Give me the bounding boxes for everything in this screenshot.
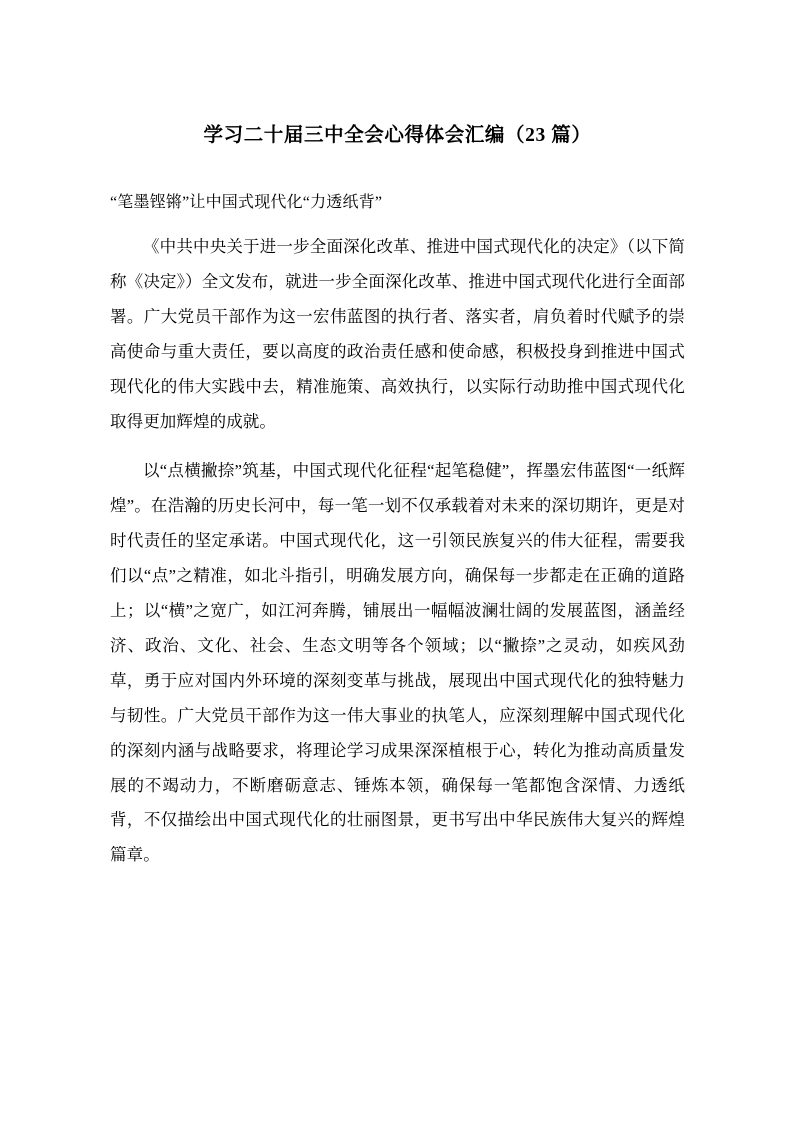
document-subtitle: “笔墨铿锵”让中国式现代化“力透纸背” xyxy=(110,194,383,212)
body-paragraph-2: 以“点横撇捺”筑基，中国式现代化征程“起笔稳健”，挥墨宏伟蓝图“一纸辉煌”。在浩瀚的历史长河中，每一笔一划不仅承载着对未来的深切期许，更是对时代责任的坚定承诺。中国式现代化，这一引领民族复兴的伟大征程，需要我们以“点”之精准，如北斗指引，明确发展方向，确保每一步都走在正确的道路上；以“横”之宽广，如江河奔腾，铺展出一幅幅波澜壮阔的发展蓝图，涵盖经济、政治、文化、社会、生态文明等各个领域；以“撇捺”之灵动，如疾风劲草，勇于应对国内外环境的深刻变革与挑战，展现出中国式现代化的独特魅力与韧性。广大党员干部作为这一伟大事业的执笔人，应深刻理解中国式现代化的深刻内涵与战略要求，将理论学习成果深深植根于心，转化为推动高质量发展的不竭动力，不断磨砺意志、锤炼本领，确保每一笔都饱含深情、力透纸背，不仅描绘出中国式现代化的壮丽图景，更书写出中华民族伟大复兴的辉煌篇章。 xyxy=(110,460,685,865)
body-paragraph-1: 《中共中央关于进一步全面深化改革、推进中国式现代化的决定》（以下简称《决定》）全文发布，就进一步全面深化改革、推进中国式现代化进行全面部署。广大党员干部作为这一宏伟蓝图的执行者、落实者，肩负着时代赋予的崇高使命与重大责任，要以高度的政治责任感和使命感，积极投身到推进中国式现代化的伟大实践中去，精准施策、高效执行，以实际行动助推中国式现代化取得更加辉煌的成就。 xyxy=(110,236,685,431)
page-title: 学习二十届三中全会心得体会汇编（23 篇） xyxy=(203,125,592,146)
